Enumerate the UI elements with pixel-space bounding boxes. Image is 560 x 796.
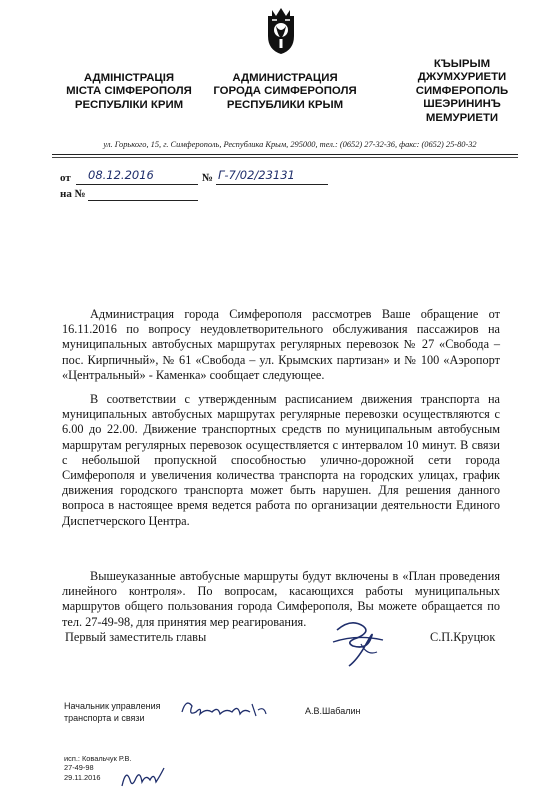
- reference-label: на №: [60, 188, 86, 200]
- approver-signature-mark: [178, 696, 270, 720]
- approver-title: [64, 700, 160, 724]
- address-line: ул. Горького, 15, г. Симферополь, Республика Крым, 295000, тел.: (0652) 27-32-36, факс: (0652) 25-80-32: [103, 140, 477, 149]
- body-paragraph: Вышеуказанные автобусные маршруты будут включены в «План проведения линейного контроля». По вопросам, касающихся работы муниципальных маршрутов общего пользования города Симферополя, Вы можете обращается по тел. 27-49-98, для принятия мер реагирования.: [62, 569, 500, 629]
- header-line: РЕСПУБЛІКИ КРИМ: [74, 98, 184, 111]
- header-line: МІСТА СІМФЕРОПОЛЯ: [66, 85, 192, 98]
- header-line: АДМІНІСТРАЦІЯ: [83, 72, 175, 84]
- header-crimean-tatar: [388, 58, 536, 125]
- body-paragraph: В соответствии с утвержденным расписанием движения транспорта на муниципальных автобусных маршрутах регулярные перевозки осуществляются с 6.00 до 22.00. Движение транспортных средств по муниципальным автобусным маршрутам регулярных перевозок осуществляется с интервалом 10 минут. В связи с небольшой пропускной способностью улично-дорожной сети города Симферополя и увеличения количества транспорта на городских улицах, график движения городского транспорта может быть нарушен. Для решения данного вопроса в настоящее время ведется работа по организации деятельности Единого Диспетчерского Центра.: [62, 392, 500, 528]
- header-line: РЕСПУБЛИКИ КРЫМ: [226, 98, 344, 111]
- number-label: №: [202, 172, 214, 184]
- registration-date: 08.12.2016: [88, 168, 154, 182]
- date-underline: [76, 184, 198, 185]
- registration-number: Г-7/02/23131: [218, 168, 295, 182]
- coat-of-arms-icon: [264, 6, 298, 56]
- header-ukrainian: [55, 72, 203, 112]
- body-paragraph: Администрация города Симферополя рассмотрев Ваше обращение от 16.11.2016 по вопросу неудовлетворительного обслуживания пассажиров на муниципальных автобусных маршрутах регулярных перевозок № 27 «Свобода – пос. Кирпичный», № 61 «Свобода – ул. Крымских партизан» и № 100 «Аэропорт «Центральный» - Каменка» сообщает следующее.: [62, 307, 500, 382]
- header-line: ГОРОДА СИМФЕРОПОЛЯ: [213, 85, 357, 98]
- executor-date: 29.11.2016: [64, 772, 101, 782]
- approver-title-line: транспорта и связи: [64, 713, 145, 723]
- address-divider: [52, 157, 518, 158]
- approver-name: А.В.Шабалин: [305, 706, 361, 716]
- from-label: от: [60, 172, 71, 184]
- header-line: КЪЫРЫМ: [433, 58, 491, 70]
- header-line: ДЖУМХУРИЕТИ: [417, 71, 507, 84]
- executor-name: исп.: Ковальчук Р.В.: [64, 754, 132, 763]
- header-line: МЕМУРИЕТИ: [425, 111, 499, 124]
- executor-phone: 27-49-98: [64, 763, 94, 773]
- signature-mark: [327, 616, 389, 668]
- header-russian: [210, 72, 360, 112]
- executor-signature-mark: [118, 762, 170, 792]
- address-divider: [52, 154, 518, 155]
- number-underline: [216, 184, 328, 185]
- header-line: АДМИНИСТРАЦИЯ: [232, 72, 338, 84]
- signatory-title: Первый заместитель главы: [65, 630, 207, 644]
- reference-underline: [88, 200, 198, 201]
- header-line: СИМФЕРОПОЛЬ: [415, 84, 509, 97]
- header-line: ШЕЭРИНИНЪ: [423, 98, 501, 111]
- approver-title-line: Начальник управления: [64, 701, 161, 711]
- signatory-name: С.П.Круцюк: [430, 630, 496, 644]
